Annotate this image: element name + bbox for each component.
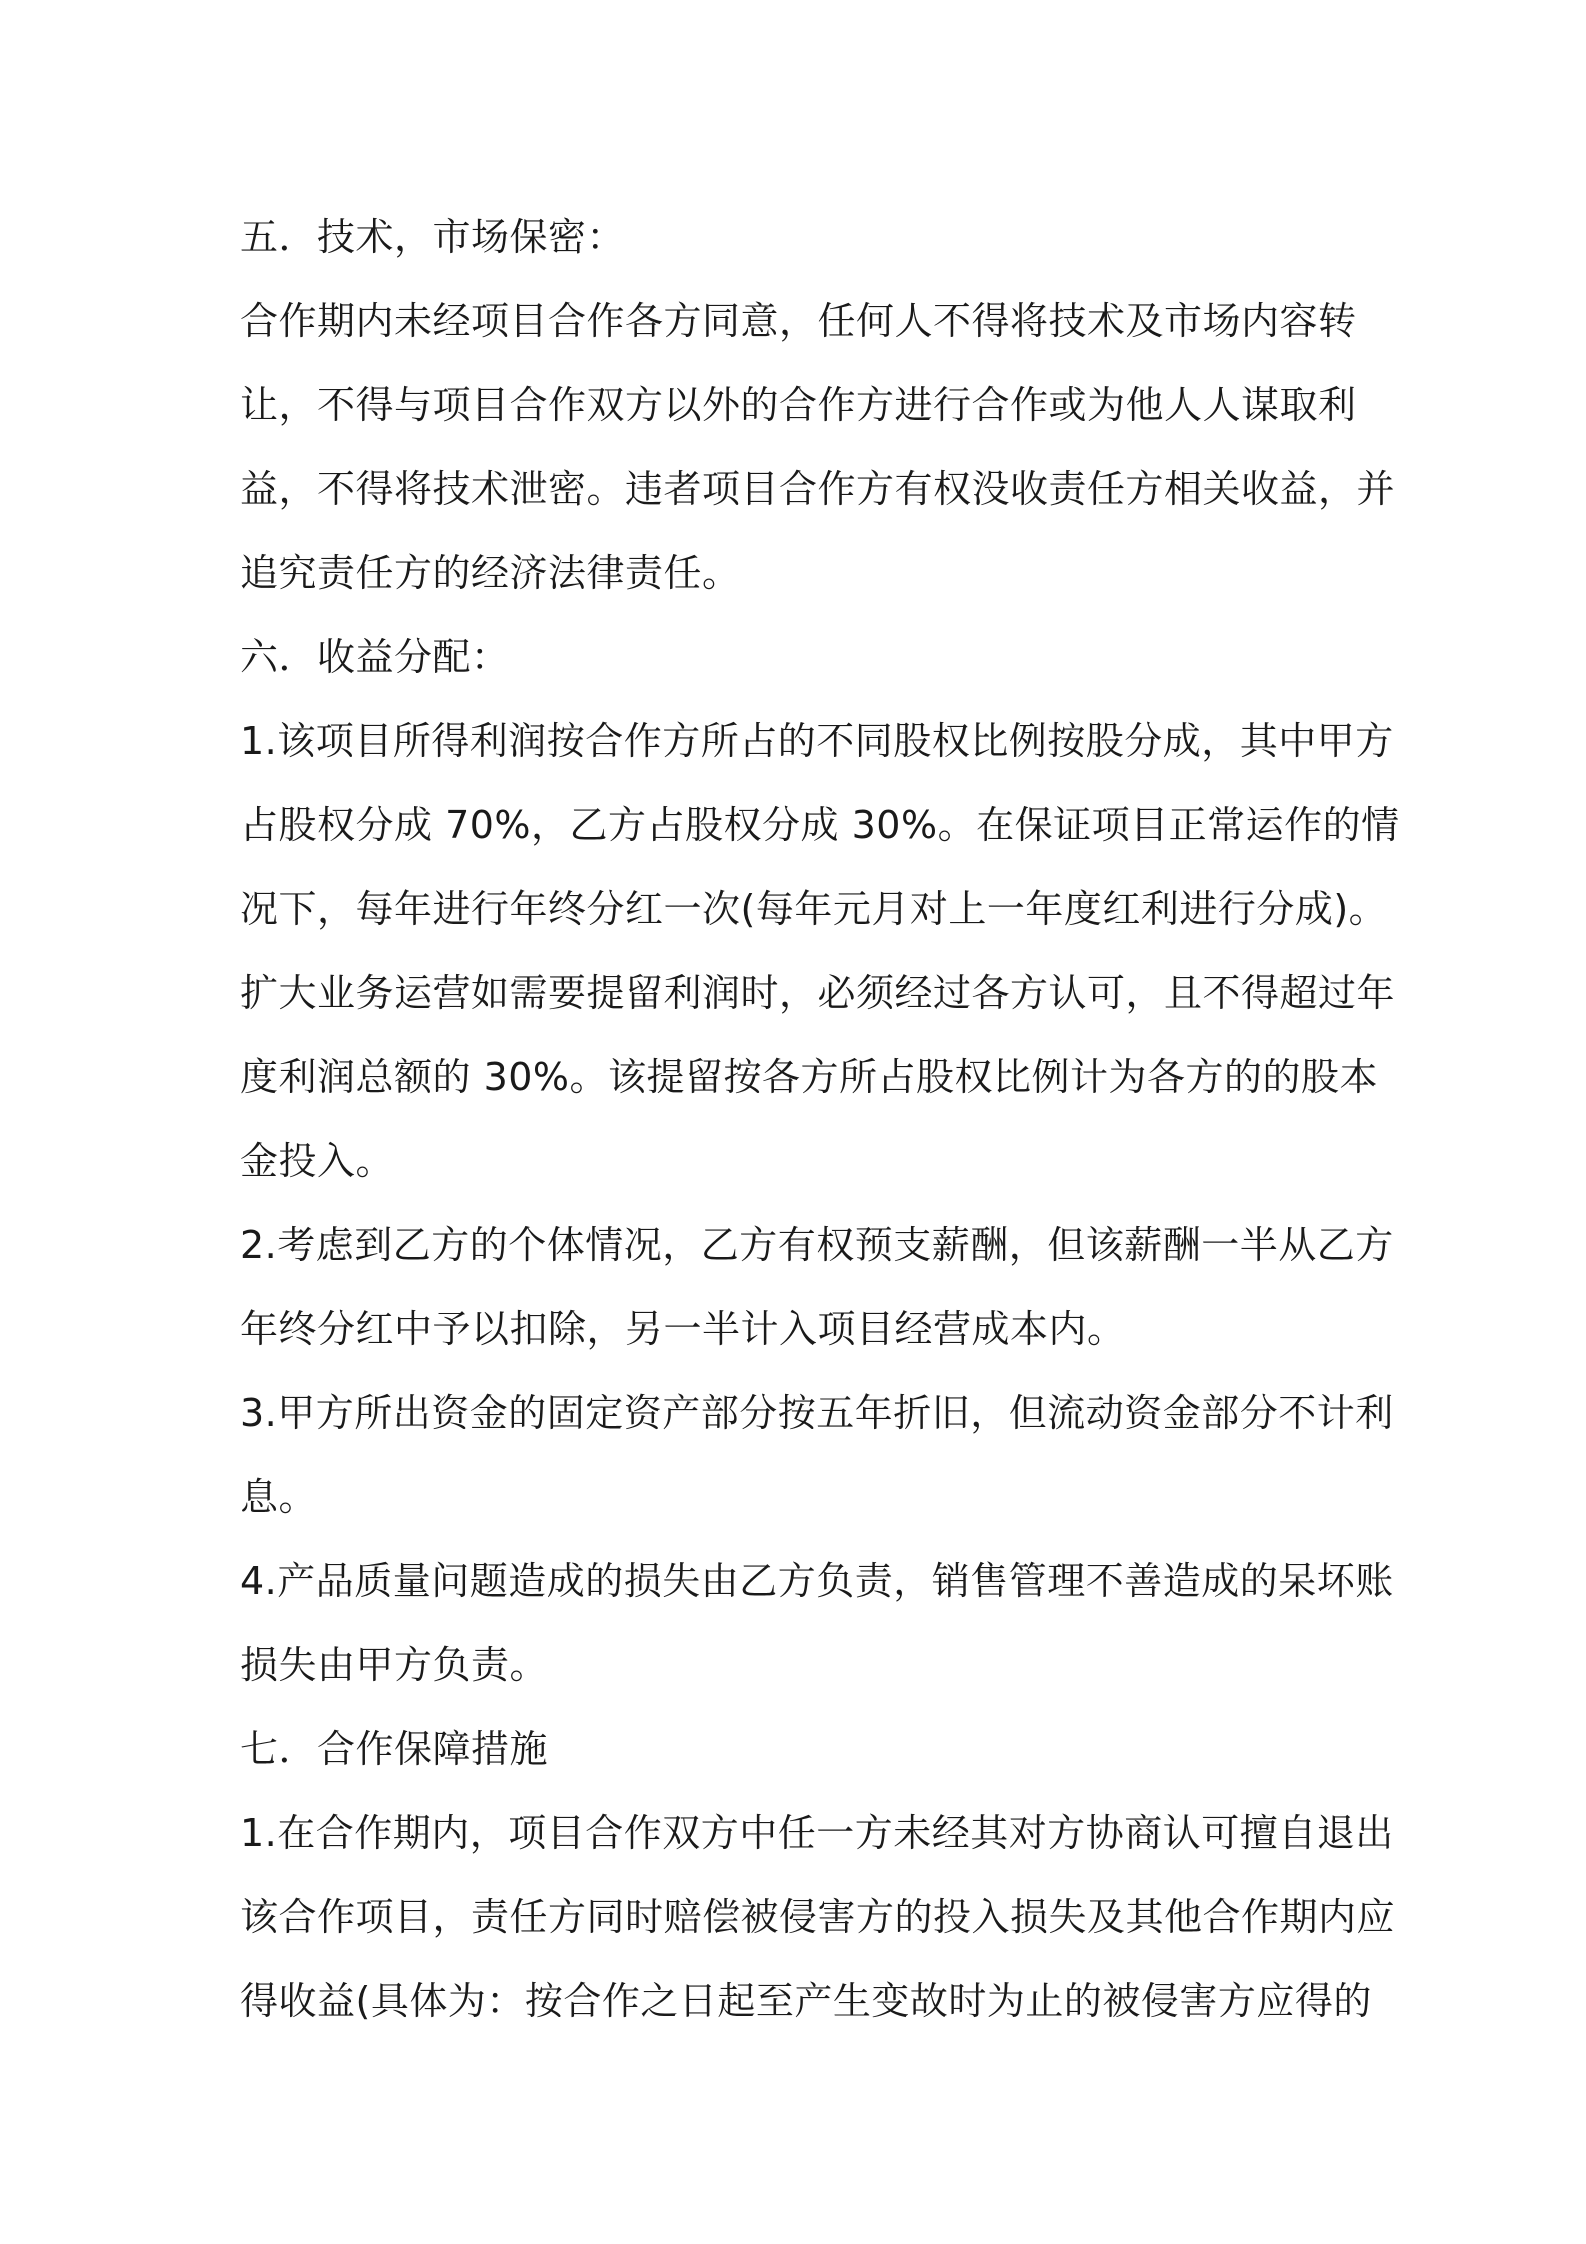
- paragraph-line: 2.考虑到乙方的个体情况，乙方有权预支薪酬，但该薪酬一半从乙方: [240, 1223, 1394, 1267]
- paragraph-line: 让，不得与项目合作双方以外的合作方进行合作或为他人人谋取利: [240, 383, 1357, 427]
- section-heading-cooperation-safeguards: 七．合作保障措施: [240, 1727, 549, 1771]
- paragraph-line: 度利润总额的 30%。该提留按各方所占股权比例计为各方的的股本: [240, 1055, 1379, 1099]
- paragraph-line: 1.在合作期内，项目合作双方中任一方未经其对方协商认可擅自退出: [240, 1811, 1394, 1855]
- paragraph-line: 损失由甲方负责。: [240, 1643, 549, 1687]
- section-heading-profit-distribution: 六．收益分配：: [240, 635, 510, 679]
- paragraph-line: 4.产品质量问题造成的损失由乙方负责，销售管理不善造成的呆坏账: [240, 1559, 1394, 1603]
- paragraph-line: 金投入。: [240, 1139, 395, 1183]
- paragraph-line: 息。: [240, 1475, 318, 1519]
- paragraph-line: 扩大业务运营如需要提留利润时，必须经过各方认可，且不得超过年: [240, 971, 1396, 1015]
- paragraph-line: 得收益(具体为：按合作之日起至产生变故时为止的被侵害方应得的: [240, 1979, 1372, 2023]
- paragraph-line: 况下，每年进行年终分红一次(每年元月对上一年度红利进行分成)。: [240, 887, 1388, 931]
- paragraph-line: 占股权分成 70%，乙方占股权分成 30%。在保证项目正常运作的情: [240, 803, 1400, 847]
- paragraph-line: 合作期内未经项目合作各方同意，任何人不得将技术及市场内容转: [240, 299, 1357, 343]
- section-heading-confidentiality: 五．技术，市场保密：: [240, 215, 626, 259]
- document-body: [240, 195, 1400, 2043]
- paragraph-line: 益，不得将技术泄密。违者项目合作方有权没收责任方相关收益，并: [240, 467, 1396, 511]
- paragraph-line: 1.该项目所得利润按合作方所占的不同股权比例按股分成，其中甲方: [240, 719, 1394, 763]
- paragraph-line: 3.甲方所出资金的固定资产部分按五年折旧，但流动资金部分不计利: [240, 1391, 1394, 1435]
- paragraph-line: 该合作项目，责任方同时赔偿被侵害方的投入损失及其他合作期内应: [240, 1895, 1396, 1939]
- paragraph-line: 追究责任方的经济法律责任。: [240, 551, 741, 595]
- paragraph-line: 年终分红中予以扣除，另一半计入项目经营成本内。: [240, 1307, 1126, 1351]
